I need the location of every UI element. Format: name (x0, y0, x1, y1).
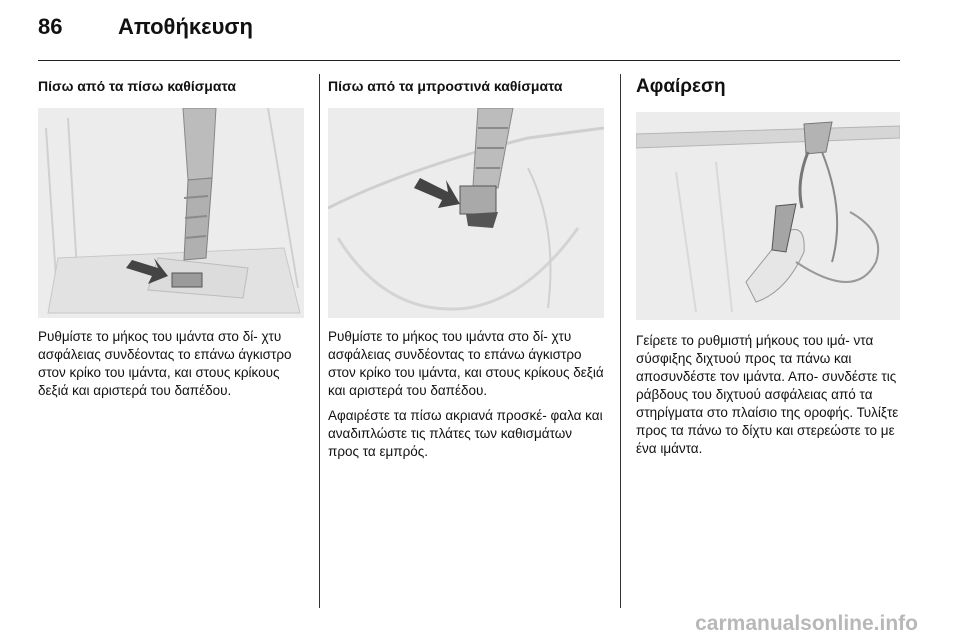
illustration-rear-seat-strap (38, 108, 304, 318)
column-removal (636, 74, 906, 458)
page-title: Αποθήκευση (118, 14, 253, 39)
instruction-text: Ρυθμίστε το μήκος του ιμάντα στο δί- χτυ ασφάλειας συνδέοντας το επάνω άγκιστρο στον κρίκο του ιμάντα, και στους κρίκους δεξιά και αριστερά του δαπέδου. (328, 329, 604, 398)
section-heading-rear-seats: Πίσω από τα πίσω καθίσματα (38, 78, 236, 94)
column-rear-seats (38, 74, 304, 400)
instruction-text-2: Αφαιρέστε τα πίσω ακριανά προσκέ- φαλα και αναδιπλώστε τις πλάτες των καθισμάτων προς τα εμπρός. (328, 408, 603, 459)
section-heading-removal: Αφαίρεση (636, 76, 726, 97)
page-number: 86 (38, 14, 63, 39)
column-divider-2 (620, 74, 621, 608)
illustration-front-seat-strap (328, 108, 604, 318)
instruction-text: Γείρετε το ρυθμιστή μήκους του ιμά- ντα σύσφιξης διχτυού προς τα πάνω και αποσυνδέστε τον ιμάντα. Απο- συνδέστε τις ράβδους του διχτυού ασφάλειας από τα στηρίγματα στο πλαίσιο της οροφής. Τυλίξτε προς τα πάνω το δίχτυ και στερεώστε το με ένα ιμάντα. (636, 333, 899, 456)
illustration-removal (636, 112, 900, 320)
column-divider-1 (319, 74, 320, 608)
section-heading-front-seats: Πίσω από τα μπροστινά καθίσματα (328, 78, 563, 94)
column-front-seats (328, 74, 604, 461)
watermark: carmanualsonline.info (695, 612, 918, 635)
header-divider (38, 60, 900, 61)
page-header (38, 14, 900, 64)
instruction-text: Ρυθμίστε το μήκος του ιμάντα στο δί- χτυ ασφάλειας συνδέοντας το επάνω άγκιστρο στον κρίκο του ιμάντα, και στους κρίκους δεξιά και αριστερά του δαπέδου. (38, 329, 292, 398)
